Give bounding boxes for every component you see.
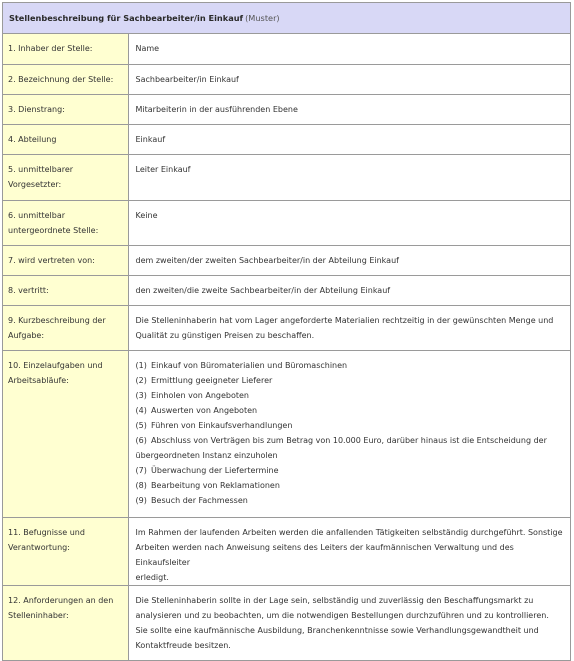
- list-item-text: Bearbeitung von Reklamationen: [151, 480, 280, 490]
- row-label-line: 12. Anforderungen an den: [8, 595, 114, 605]
- list-item-text: Einkauf von Büromaterialien und Büromaschinen: [151, 360, 348, 370]
- document-title: Stellenbeschreibung für Sachbearbeiter/in Einkauf: [9, 12, 244, 23]
- table-row: [3, 94, 570, 124]
- table-row: [3, 245, 570, 275]
- row-value: [128, 585, 570, 660]
- list-item-text: Abschluss von Verträgen bis zum Betrag von 10.000 Euro, darüber hinaus ist die Entscheidung der: [151, 435, 547, 445]
- list-item-number: (5): [135, 420, 147, 430]
- row-label: 8. vertritt:: [3, 275, 128, 305]
- row-label-line: Arbeitsabläufe:: [8, 375, 69, 385]
- row-label-line: 5. unmittelbarer: [8, 164, 74, 174]
- list-item-number: (8): [135, 480, 147, 490]
- table-row: [3, 34, 570, 64]
- list-item: [136, 463, 565, 478]
- list-item: [136, 403, 565, 418]
- list-item-text: Überwachung der Liefertermine: [151, 465, 279, 475]
- list-item-number: (2): [135, 375, 147, 385]
- job-description-document: [2, 2, 571, 661]
- row-value: den zweiten/die zweite Sachbearbeiter/in der Abteilung Einkauf: [128, 275, 570, 305]
- table-row: [3, 154, 570, 200]
- row-value-line: Qualität zu günstigen Preisen zu beschaffen.: [135, 330, 315, 340]
- document-title-bar: [3, 3, 570, 34]
- row-label: 7. wird vertreten von:: [3, 245, 128, 275]
- row-value-line: erledigt.: [135, 572, 169, 582]
- row-value-line: Sie sollte eine kaufmännische Ausbildung, Branchenkenntnisse sowie Verhandlungsgewandtheit und: [135, 625, 539, 635]
- list-item: [136, 433, 565, 448]
- row-value-line: Im Rahmen der laufenden Arbeiten werden die anfallenden Tätigkeiten selbständig durchgeführt. Sonstige: [135, 527, 563, 537]
- list-item: [136, 388, 565, 403]
- job-description-table: [3, 34, 570, 660]
- list-item-number: (9): [135, 495, 147, 505]
- row-label: [3, 305, 128, 350]
- table-row: [3, 64, 570, 94]
- row-value: [128, 517, 570, 585]
- table-row: [3, 200, 570, 245]
- row-label: 4. Abteilung: [3, 124, 128, 154]
- list-item-text: Ermittlung geeigneter Lieferer: [151, 375, 273, 385]
- row-value: Mitarbeiterin in der ausführenden Ebene: [128, 94, 570, 124]
- row-label-line: 11. Befugnisse und: [8, 527, 85, 537]
- row-value: dem zweiten/der zweiten Sachbearbeiter/in der Abteilung Einkauf: [128, 245, 570, 275]
- row-label: [3, 154, 128, 200]
- row-value-line: Die Stelleninhaberin sollte in der Lage sein, selbständig und zuverlässig den Beschaffungsmarkt zu: [135, 595, 534, 605]
- row-label-line: 9. Kurzbeschreibung der: [8, 315, 106, 325]
- row-label-line: Verantwortung:: [8, 542, 70, 552]
- row-label: [3, 350, 128, 517]
- list-item-text: Auswerten von Angeboten: [151, 405, 258, 415]
- list-item: [136, 493, 565, 508]
- list-item: [136, 418, 565, 433]
- row-label-line: Aufgabe:: [8, 330, 45, 340]
- table-row: [3, 585, 570, 660]
- row-label: 2. Bezeichnung der Stelle:: [3, 64, 128, 94]
- list-item-text: Führen von Einkaufsverhandlungen: [151, 420, 293, 430]
- row-value: Einkauf: [128, 124, 570, 154]
- row-label: [3, 200, 128, 245]
- table-row: [3, 275, 570, 305]
- table-row: [3, 305, 570, 350]
- list-item-number: (7): [135, 465, 147, 475]
- row-label-line: 6. unmittelbar: [8, 210, 66, 220]
- list-item-number: (1): [135, 360, 147, 370]
- row-value-line: Die Stelleninhaberin hat vom Lager angeforderte Materialien rechtzeitig in der gewünschten Menge und: [135, 315, 554, 325]
- row-label-line: 10. Einzelaufgaben und: [8, 360, 103, 370]
- row-label: [3, 585, 128, 660]
- task-list: [128, 350, 570, 517]
- table-row: [3, 517, 570, 585]
- row-label: 3. Dienstrang:: [3, 94, 128, 124]
- list-item-number: (6): [135, 435, 147, 445]
- document-title-note: (Muster): [245, 12, 280, 23]
- row-value-line: Kontaktfreude besitzen.: [135, 640, 231, 650]
- list-item: [136, 358, 565, 373]
- list-item-continuation: übergeordneten Instanz einzuholen: [135, 450, 278, 460]
- table-row: [3, 350, 570, 517]
- list-item-text: Besuch der Fachmessen: [151, 495, 248, 505]
- list-item-number: (4): [135, 405, 147, 415]
- row-label-line: Stelleninhaber:: [8, 610, 69, 620]
- row-value: [128, 305, 570, 350]
- row-value: Sachbearbeiter/in Einkauf: [128, 64, 570, 94]
- table-row: [3, 124, 570, 154]
- row-value-line: analysieren und zu beobachten, um die notwendigen Bestellungen durchzuführen und zu kontrollieren.: [135, 610, 549, 620]
- row-label: 1. Inhaber der Stelle:: [3, 34, 128, 64]
- row-label: [3, 517, 128, 585]
- list-item: [136, 478, 565, 493]
- row-value: Leiter Einkauf: [128, 154, 570, 200]
- list-item: [136, 373, 565, 388]
- row-value: Name: [128, 34, 570, 64]
- row-label-line: Vorgesetzter:: [8, 179, 62, 189]
- row-value: Keine: [128, 200, 570, 245]
- list-item-text: Einholen von Angeboten: [151, 390, 250, 400]
- row-label-line: untergeordnete Stelle:: [8, 225, 99, 235]
- row-value-line: Arbeiten werden nach Anweisung seitens des Leiters der kaufmännischen Verwaltung und des Einkaufsleiter: [135, 542, 514, 567]
- list-item-number: (3): [135, 390, 147, 400]
